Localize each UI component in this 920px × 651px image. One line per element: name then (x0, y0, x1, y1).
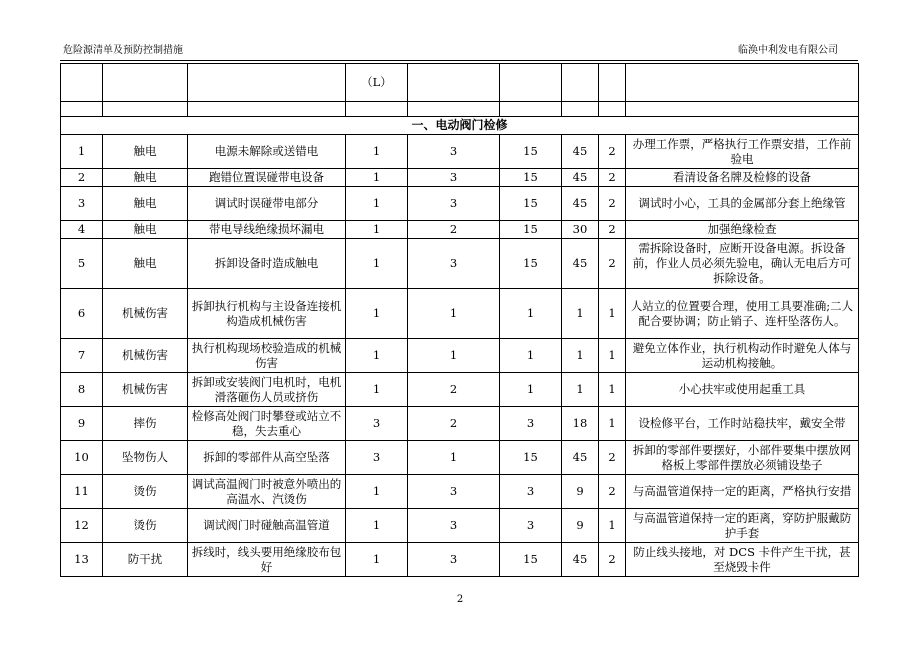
value-c: 3 (500, 509, 562, 543)
risk-level: 2 (599, 239, 626, 289)
hazard-cause: 拆卸的零部件从高空坠落 (188, 441, 346, 475)
hazard-cause: 调试阀门时碰触高温管道 (188, 509, 346, 543)
blank-row (61, 102, 859, 117)
hazard-cause: 调试时误碰带电部分 (188, 187, 346, 221)
table-row (61, 441, 859, 475)
hazard-type: 触电 (103, 239, 188, 289)
risk-level: 2 (599, 475, 626, 509)
section-row (61, 117, 859, 135)
row-number: 11 (61, 475, 103, 509)
hazard-type: 机械伤害 (103, 289, 188, 339)
hazard-table (60, 63, 859, 577)
row-number: 10 (61, 441, 103, 475)
value-e: 2 (408, 407, 500, 441)
blank-cell (626, 102, 859, 117)
risk-level: 1 (599, 373, 626, 407)
value-d: 30 (562, 221, 599, 239)
hazard-type: 触电 (103, 221, 188, 239)
risk-level: 2 (599, 221, 626, 239)
value-c: 1 (500, 373, 562, 407)
value-c: 15 (500, 441, 562, 475)
hazard-cause: 带电导线绝缘损坏漏电 (188, 221, 346, 239)
value-d: 45 (562, 441, 599, 475)
header-cell (500, 64, 562, 102)
value-e: 3 (408, 239, 500, 289)
value-d: 45 (562, 187, 599, 221)
header-cell (188, 64, 346, 102)
hazard-cause: 调试高温阀门时被意外喷出的高温水、汽烫伤 (188, 475, 346, 509)
value-l: 3 (346, 441, 408, 475)
blank-cell (61, 102, 103, 117)
value-l: 1 (346, 475, 408, 509)
control-measure: 需拆除设备时，应断开设备电源。拆设备前，作业人员必须先验电，确认无电后方可拆除设备。 (626, 239, 859, 289)
blank-cell (500, 102, 562, 117)
table-row (61, 339, 859, 373)
control-measure: 调试时小心，工具的金属部分套上绝缘管 (626, 187, 859, 221)
risk-level: 1 (599, 509, 626, 543)
table-row (61, 187, 859, 221)
value-e: 1 (408, 339, 500, 373)
value-d: 9 (562, 509, 599, 543)
control-measure: 看清设备名牌及检修的设备 (626, 169, 859, 187)
hazard-type: 防干扰 (103, 543, 188, 577)
row-number: 6 (61, 289, 103, 339)
control-measure: 与高温管道保持一定的距离，严格执行安措 (626, 475, 859, 509)
value-l: 1 (346, 509, 408, 543)
row-number: 4 (61, 221, 103, 239)
row-number: 7 (61, 339, 103, 373)
header-cell (599, 64, 626, 102)
header-right-company: 临涣中利发电有限公司 (738, 45, 838, 56)
table-row (61, 509, 859, 543)
value-d: 9 (562, 475, 599, 509)
table-row (61, 169, 859, 187)
hazard-cause: 拆卸设备时造成触电 (188, 239, 346, 289)
value-c: 15 (500, 221, 562, 239)
header-cell (408, 64, 500, 102)
value-e: 1 (408, 441, 500, 475)
control-measure: 设检修平台，工作时站稳扶牢，戴安全带 (626, 407, 859, 441)
table-row (61, 407, 859, 441)
value-l: 1 (346, 187, 408, 221)
control-measure: 加强绝缘检查 (626, 221, 859, 239)
table-row (61, 475, 859, 509)
value-e: 3 (408, 475, 500, 509)
row-number: 9 (61, 407, 103, 441)
value-e: 3 (408, 169, 500, 187)
value-e: 3 (408, 509, 500, 543)
value-l: 1 (346, 135, 408, 169)
value-e: 3 (408, 543, 500, 577)
header-left-title: 危险源清单及预防控制措施 (63, 45, 183, 56)
control-measure: 拆卸的零部件要摆好，小部件要集中摆放网格板上零部件摆放必须铺设垫子 (626, 441, 859, 475)
value-l: 3 (346, 407, 408, 441)
value-d: 45 (562, 169, 599, 187)
row-number: 13 (61, 543, 103, 577)
hazard-cause: 拆卸执行机构与主设备连接机构造成机械伤害 (188, 289, 346, 339)
value-c: 15 (500, 543, 562, 577)
value-e: 2 (408, 221, 500, 239)
row-number: 12 (61, 509, 103, 543)
hazard-cause: 电源未解除或送错电 (188, 135, 346, 169)
value-c: 15 (500, 239, 562, 289)
header-cell (61, 64, 103, 102)
hazard-type: 坠物伤人 (103, 441, 188, 475)
hazard-cause: 拆线时，线头要用绝缘胶布包好 (188, 543, 346, 577)
value-e: 1 (408, 289, 500, 339)
blank-cell (346, 102, 408, 117)
value-c: 3 (500, 475, 562, 509)
risk-level: 2 (599, 169, 626, 187)
value-l: 1 (346, 221, 408, 239)
value-c: 1 (500, 339, 562, 373)
blank-cell (408, 102, 500, 117)
value-d: 18 (562, 407, 599, 441)
section-title: 一、电动阀门检修 (61, 117, 859, 135)
value-c: 15 (500, 169, 562, 187)
blank-cell (103, 102, 188, 117)
value-l: 1 (346, 169, 408, 187)
control-measure: 办理工作票，严格执行工作票安措，工作前验电 (626, 135, 859, 169)
header-cell (626, 64, 859, 102)
hazard-type: 摔伤 (103, 407, 188, 441)
value-d: 45 (562, 239, 599, 289)
header-divider (60, 60, 858, 61)
row-number: 5 (61, 239, 103, 289)
value-d: 45 (562, 543, 599, 577)
value-d: 1 (562, 339, 599, 373)
header-cell (562, 64, 599, 102)
hazard-type: 触电 (103, 169, 188, 187)
blank-cell (599, 102, 626, 117)
risk-level: 1 (599, 407, 626, 441)
table-row (61, 135, 859, 169)
risk-level: 1 (599, 289, 626, 339)
table-header-partial-row (61, 64, 859, 102)
value-e: 3 (408, 135, 500, 169)
value-e: 3 (408, 187, 500, 221)
value-c: 1 (500, 289, 562, 339)
value-c: 15 (500, 135, 562, 169)
blank-cell (188, 102, 346, 117)
value-d: 1 (562, 373, 599, 407)
value-c: 3 (500, 407, 562, 441)
value-e: 2 (408, 373, 500, 407)
risk-level: 1 (599, 339, 626, 373)
page-number: 2 (456, 594, 464, 605)
blank-cell (562, 102, 599, 117)
control-measure: 人站立的位置要合理，使用工具要准确;二人配合要协调；防止销子、连杆坠落伤人。 (626, 289, 859, 339)
hazard-cause: 执行机构现场校验造成的机械伤害 (188, 339, 346, 373)
risk-level: 2 (599, 187, 626, 221)
table-row (61, 289, 859, 339)
row-number: 1 (61, 135, 103, 169)
row-number: 2 (61, 169, 103, 187)
value-c: 15 (500, 187, 562, 221)
table-row (61, 239, 859, 289)
hazard-type: 烫伤 (103, 475, 188, 509)
table-row (61, 373, 859, 407)
risk-level: 2 (599, 441, 626, 475)
header-cell (103, 64, 188, 102)
value-l: 1 (346, 373, 408, 407)
value-d: 45 (562, 135, 599, 169)
control-measure: 防止线头接地，对 DCS 卡件产生干扰，甚至烧毁卡件 (626, 543, 859, 577)
control-measure: 小心扶牢或使用起重工具 (626, 373, 859, 407)
value-l: 1 (346, 289, 408, 339)
hazard-type: 机械伤害 (103, 373, 188, 407)
control-measure: 与高温管道保持一定的距离，穿防护服戴防护手套 (626, 509, 859, 543)
hazard-type: 触电 (103, 187, 188, 221)
value-d: 1 (562, 289, 599, 339)
hazard-cause: 拆卸或安装阀门电机时，电机滑落砸伤人员或挤伤 (188, 373, 346, 407)
risk-level: 2 (599, 135, 626, 169)
hazard-type: 触电 (103, 135, 188, 169)
hazard-cause: 跑错位置误碰带电设备 (188, 169, 346, 187)
risk-level: 2 (599, 543, 626, 577)
hazard-cause: 检修高处阀门时攀登或站立不稳，失去重心 (188, 407, 346, 441)
header-cell-l: （L） (346, 64, 408, 102)
row-number: 8 (61, 373, 103, 407)
value-l: 1 (346, 339, 408, 373)
row-number: 3 (61, 187, 103, 221)
value-l: 1 (346, 543, 408, 577)
control-measure: 避免立体作业，执行机构动作时避免人体与运动机构接触。 (626, 339, 859, 373)
hazard-type: 机械伤害 (103, 339, 188, 373)
value-l: 1 (346, 239, 408, 289)
hazard-type: 烫伤 (103, 509, 188, 543)
table-row (61, 543, 859, 577)
table-row (61, 221, 859, 239)
